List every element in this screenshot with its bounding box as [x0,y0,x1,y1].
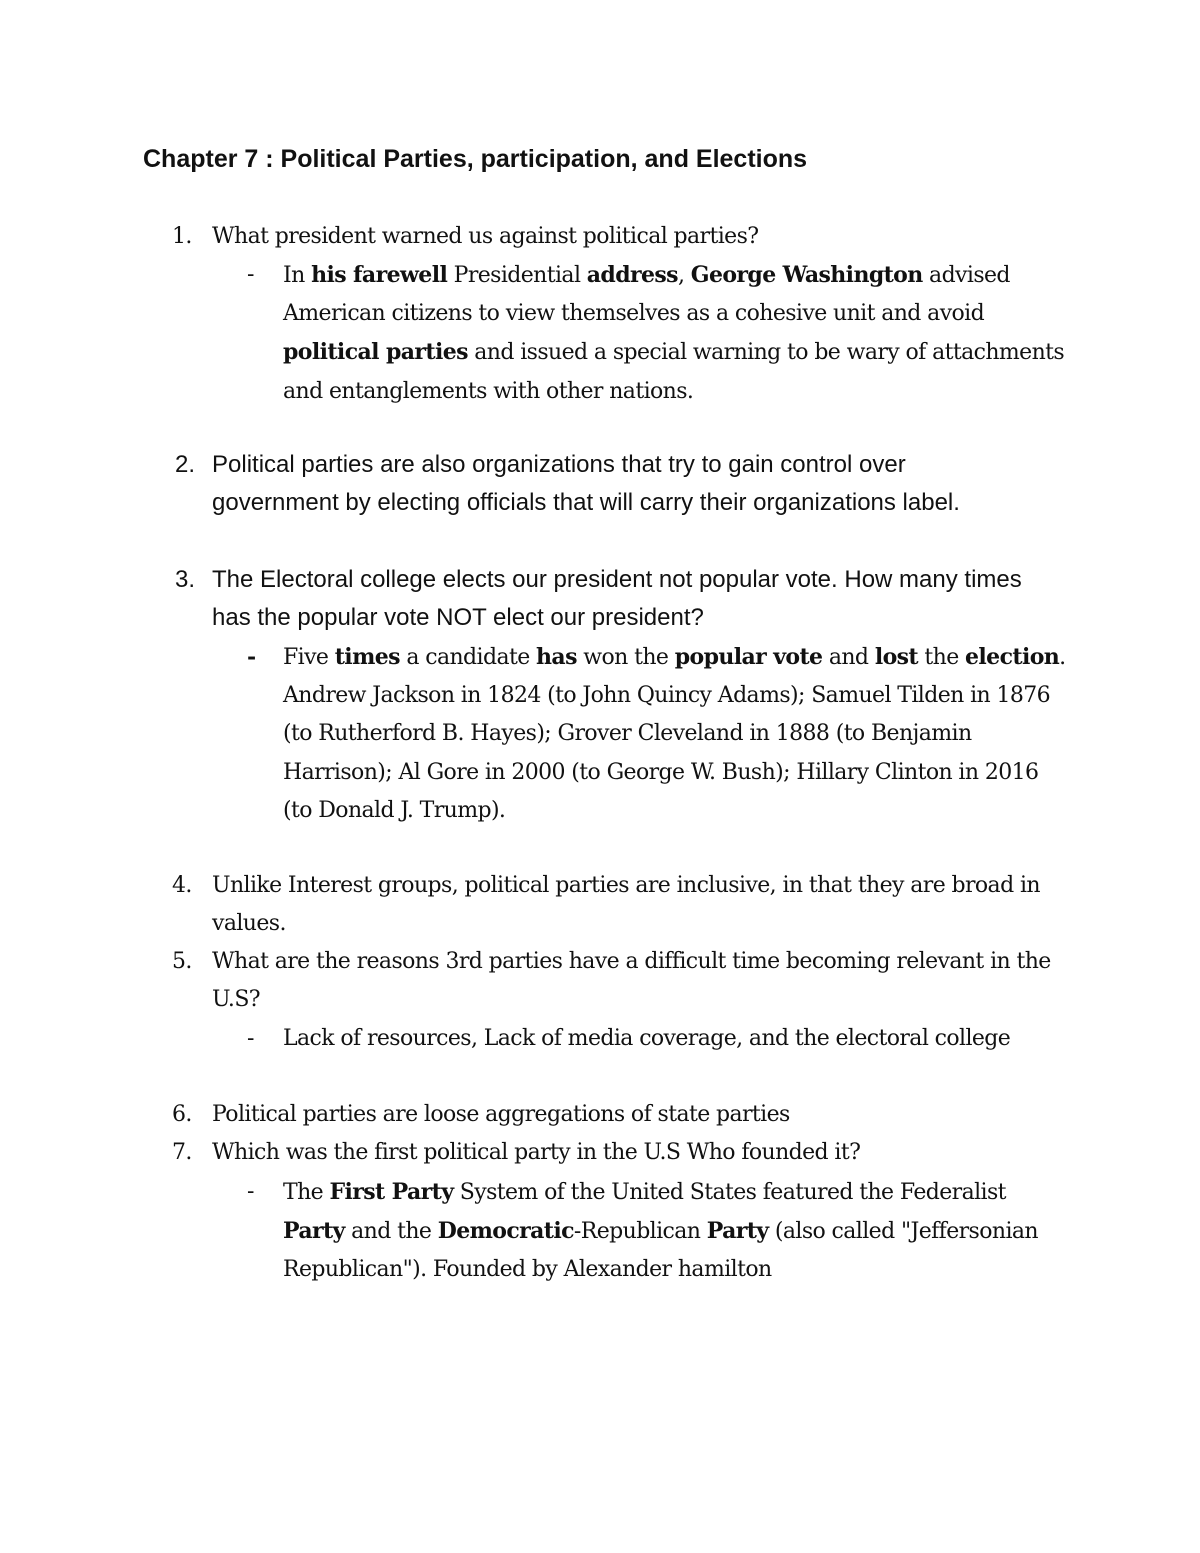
item-number: 2. [175,451,196,478]
item-number: 1. [172,224,192,249]
item-number: 3. [175,566,196,593]
question-text: Which was the first political party in the U.S Who founded it? [212,1140,861,1165]
answer-text: The First Party System of the United States featured the Federalist Party and the Democratic-Republican Party (also called "Jeffersonian Republican"). Founded by Alexander hamilton [283,1179,1038,1283]
question-text: What are the reasons 3rd parties have a difficult time becoming relevant in the U.S? [212,949,1051,1013]
answer-text: Five times a candidate has won the popular vote and lost the election. Andrew Jackson in 1824 (to John Quincy Adams); Samuel Tilden in 1876 (to Rutherford B. Hayes); Grover Cleveland in 1888 (to Benjamin Harrison); Al Gore in 2000 (to George W. Bush); Hillary Clinton in 2016 (to Donald J. Trump). [283,644,1066,823]
question-text: Unlike Interest groups, political parties are inclusive, in that they are broad in values. [212,873,1040,937]
item-number: 6. [172,1102,192,1127]
item-number: 4. [172,873,192,898]
question-text: Political parties are loose aggregations of state parties [212,1102,790,1127]
bullet-dash: - [247,262,254,287]
page-title: Chapter 7 : Political Parties, participation, and Elections [143,145,808,173]
bullet-dash: - [247,644,256,670]
question-text: What president warned us against political parties? [212,224,759,249]
question-text: The Electoral college elects our president not popular vote. How many times has the popular vote NOT elect our president? [212,566,1022,632]
bullet-dash: - [247,1026,254,1051]
question-text: Political parties are also organizations that try to gain control over government by electing officials that will carry their organizations label. [212,451,960,517]
answer-text: In his farewell Presidential address, George Washington advised American citizens to view themselves as a cohesive unit and avoid political parties and issued a special warning to be wary of attachments and entanglements with other nations. [283,262,1065,404]
item-number: 7. [172,1140,192,1165]
bullet-dash: - [247,1179,254,1204]
item-number: 5. [172,949,192,974]
answer-text: Lack of resources, Lack of media coverage, and the electoral college [283,1026,1011,1051]
